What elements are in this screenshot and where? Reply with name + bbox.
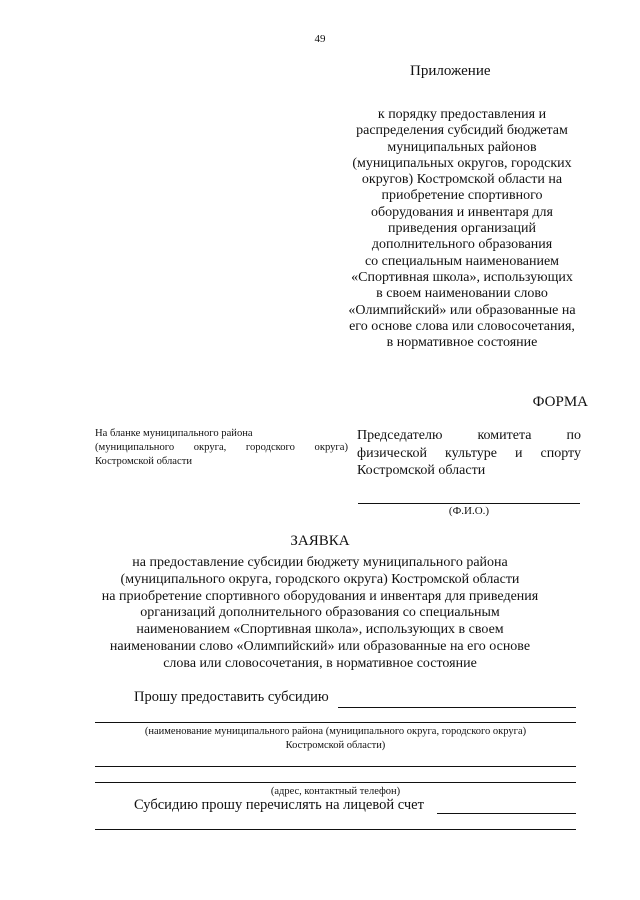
municipality-caption	[95, 725, 576, 753]
appendix-line: округов) Костромской области на	[361, 172, 563, 188]
address-caption: (адрес, контактный телефон)	[270, 786, 401, 797]
appendix-text	[318, 107, 606, 351]
application-line: наименовании слово «Олимпийский» или образованные на его основе	[109, 638, 531, 654]
letterhead-note	[95, 427, 348, 469]
fio-caption: (Ф.И.О.)	[448, 505, 490, 517]
appendix-line: дополнительного образования	[371, 237, 553, 253]
letterhead-note-line: Костромской области	[95, 456, 192, 467]
appendix-title: Приложение	[410, 63, 491, 79]
account-field-line-2[interactable]	[95, 829, 576, 830]
application-line: слова или словосочетания, в нормативное состояние	[163, 655, 477, 671]
addressee-line: физической культуре и спорту	[357, 445, 581, 461]
address-field-line[interactable]	[95, 766, 576, 767]
municipality-caption-line: (наименование муниципального района (муниципального округа, городского округа)	[144, 726, 527, 737]
application-line: на предоставление субсидии бюджету муниципального района	[132, 555, 508, 570]
account-label: Субсидию прошу перечислять на лицевой счет	[134, 797, 424, 813]
municipality-field-line[interactable]	[95, 722, 576, 723]
application-subtitle	[80, 555, 560, 673]
appendix-line: к порядку предоставления и	[377, 107, 547, 122]
application-line: на приобретение спортивного оборудования и инвентаря для приведения	[101, 588, 539, 604]
appendix-line: в нормативное состояние	[386, 335, 538, 351]
appendix-line: в своем наименовании слово	[376, 286, 548, 302]
appendix-line: со специальным наименованием	[364, 253, 560, 269]
appendix-line: «Олимпийский» или образованные на	[348, 302, 576, 318]
appendix-line: распределения субсидий бюджетам	[356, 123, 568, 139]
application-line: (муниципального округа, городского округа) Костромской области	[120, 571, 520, 587]
fio-field-line[interactable]	[358, 503, 580, 504]
address-field-line-2[interactable]	[95, 782, 576, 783]
application-line: организаций дополнительного образования со специальным	[140, 605, 500, 621]
subsidy-field-line[interactable]	[338, 707, 576, 708]
appendix-line: (муниципальных округов, городских	[352, 155, 572, 171]
addressee-line: Председателю комитета по	[357, 428, 581, 443]
addressee-line: Костромской области	[357, 463, 486, 478]
appendix-line: приведения организаций	[388, 221, 536, 237]
appendix-line: приобретение спортивного	[381, 188, 543, 204]
letterhead-note-line: На бланке муниципального района	[95, 428, 253, 439]
appendix-line: его основе слова или словосочетания,	[349, 318, 575, 334]
application-line: наименованием «Спортивная школа», использующих в своем	[136, 622, 504, 638]
page-number: 49	[314, 33, 326, 45]
letterhead-note-line: (муниципального округа, городского округа)	[95, 442, 348, 453]
account-field-line[interactable]	[437, 813, 576, 814]
appendix-line: муниципальных районов	[387, 139, 537, 155]
appendix-line: «Спортивная школа», использующих	[351, 269, 573, 285]
municipality-caption-line: Костромской области)	[285, 740, 386, 751]
appendix-line: оборудования и инвентаря для	[371, 204, 553, 220]
addressee-block	[357, 427, 581, 480]
form-label: ФОРМА	[532, 394, 588, 410]
request-label: Прошу предоставить субсидию	[134, 689, 329, 705]
application-heading: ЗАЯВКА	[290, 533, 350, 549]
